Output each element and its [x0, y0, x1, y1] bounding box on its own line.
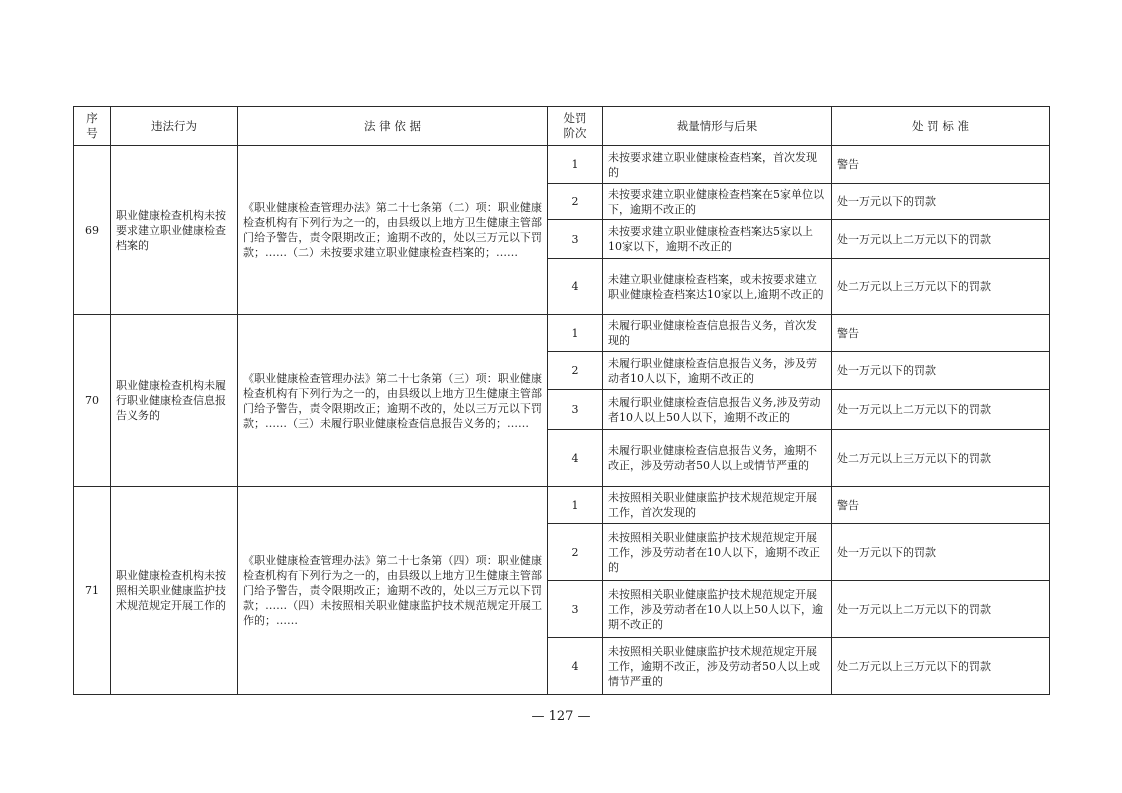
row-law: 《职业健康检查管理办法》第二十七条第（二）项：职业健康检查机构有下列行为之一的，由县级以上地方卫生健康主管部门给予警告，责令限期改正；逾期不改的，处以三万元以下罚款；……（二）未按要求建立职业健康检查档案的；……	[238, 146, 548, 315]
row-seq: 71	[74, 487, 111, 695]
tier-number: 4	[548, 259, 603, 315]
tier-standard: 处一万元以下的罚款	[832, 524, 1050, 581]
tier-number: 2	[548, 524, 603, 581]
tier-number: 2	[548, 352, 603, 390]
tier-number: 1	[548, 487, 603, 524]
tier-standard: 处二万元以上三万元以下的罚款	[832, 430, 1050, 487]
row-seq: 69	[74, 146, 111, 315]
tier-circumstance: 未按要求建立职业健康检查档案，首次发现的	[603, 146, 832, 184]
tier-number: 3	[548, 220, 603, 259]
header-row	[74, 107, 1050, 146]
tier-number: 4	[548, 638, 603, 695]
header-act: 违法行为	[111, 107, 238, 146]
tier-circumstance: 未建立职业健康检查档案，或未按要求建立职业健康检查档案达10家以上,逾期不改正的	[603, 259, 832, 315]
header-circumstance: 裁量情形与后果	[603, 107, 832, 146]
tier-number: 4	[548, 430, 603, 487]
header-standard: 处 罚 标 准	[832, 107, 1050, 146]
tier-standard: 处一万元以上二万元以下的罚款	[832, 220, 1050, 259]
tier-standard: 处一万元以下的罚款	[832, 352, 1050, 390]
row-seq: 70	[74, 315, 111, 487]
tier-standard: 处一万元以上二万元以下的罚款	[832, 390, 1050, 430]
tier-number: 3	[548, 390, 603, 430]
tier-standard: 警告	[832, 487, 1050, 524]
table-row	[74, 315, 1050, 352]
tier-number: 3	[548, 581, 603, 638]
tier-circumstance: 未按照相关职业健康监护技术规范规定开展工作，涉及劳动者在10人以上50人以下，逾期不改正的	[603, 581, 832, 638]
page-number: — 127 —	[531, 709, 591, 724]
penalty-table	[73, 106, 1050, 695]
tier-circumstance: 未履行职业健康检查信息报告义务,涉及劳动者10人以上50人以下，逾期不改正的	[603, 390, 832, 430]
row-law: 《职业健康检查管理办法》第二十七条第（三）项：职业健康检查机构有下列行为之一的，由县级以上地方卫生健康主管部门给予警告，责令限期改正；逾期不改的，处以三万元以下罚款；……（三）未履行职业健康检查信息报告义务的；……	[238, 315, 548, 487]
tier-circumstance: 未按照相关职业健康监护技术规范规定开展工作，涉及劳动者在10人以下，逾期不改正的	[603, 524, 832, 581]
tier-number: 1	[548, 146, 603, 184]
row-act: 职业健康检查机构未按照相关职业健康监护技术规范规定开展工作的	[111, 487, 238, 695]
header-seq: 序号	[74, 107, 111, 146]
tier-standard: 处一万元以上二万元以下的罚款	[832, 581, 1050, 638]
row-act: 职业健康检查机构未履行职业健康检查信息报告义务的	[111, 315, 238, 487]
tier-circumstance: 未履行职业健康检查信息报告义务，涉及劳动者10人以下，逾期不改正的	[603, 352, 832, 390]
tier-standard: 处一万元以下的罚款	[832, 184, 1050, 220]
tier-standard: 处二万元以上三万元以下的罚款	[832, 638, 1050, 695]
tier-circumstance: 未履行职业健康检查信息报告义务，逾期不改正，涉及劳动者50人以上或情节严重的	[603, 430, 832, 487]
tier-circumstance: 未按照相关职业健康监护技术规范规定开展工作，首次发现的	[603, 487, 832, 524]
row-act: 职业健康检查机构未按要求建立职业健康检查档案的	[111, 146, 238, 315]
tier-circumstance: 未履行职业健康检查信息报告义务，首次发现的	[603, 315, 832, 352]
table-row	[74, 487, 1050, 524]
table-row	[74, 146, 1050, 184]
tier-standard: 警告	[832, 146, 1050, 184]
tier-circumstance: 未按要求建立职业健康检查档案在5家单位以下，逾期不改正的	[603, 184, 832, 220]
header-tier: 处罚阶次	[548, 107, 603, 146]
tier-number: 2	[548, 184, 603, 220]
tier-number: 1	[548, 315, 603, 352]
row-law: 《职业健康检查管理办法》第二十七条第（四）项：职业健康检查机构有下列行为之一的，由县级以上地方卫生健康主管部门给予警告，责令限期改正；逾期不改的，处以三万元以下罚款；……（四）未按照相关职业健康监护技术规范规定开展工作的；……	[238, 487, 548, 695]
tier-circumstance: 未按照相关职业健康监护技术规范规定开展工作，逾期不改正，涉及劳动者50人以上或情节严重的	[603, 638, 832, 695]
tier-standard: 处二万元以上三万元以下的罚款	[832, 259, 1050, 315]
tier-circumstance: 未按要求建立职业健康检查档案达5家以上10家以下，逾期不改正的	[603, 220, 832, 259]
tier-standard: 警告	[832, 315, 1050, 352]
header-law: 法 律 依 据	[238, 107, 548, 146]
